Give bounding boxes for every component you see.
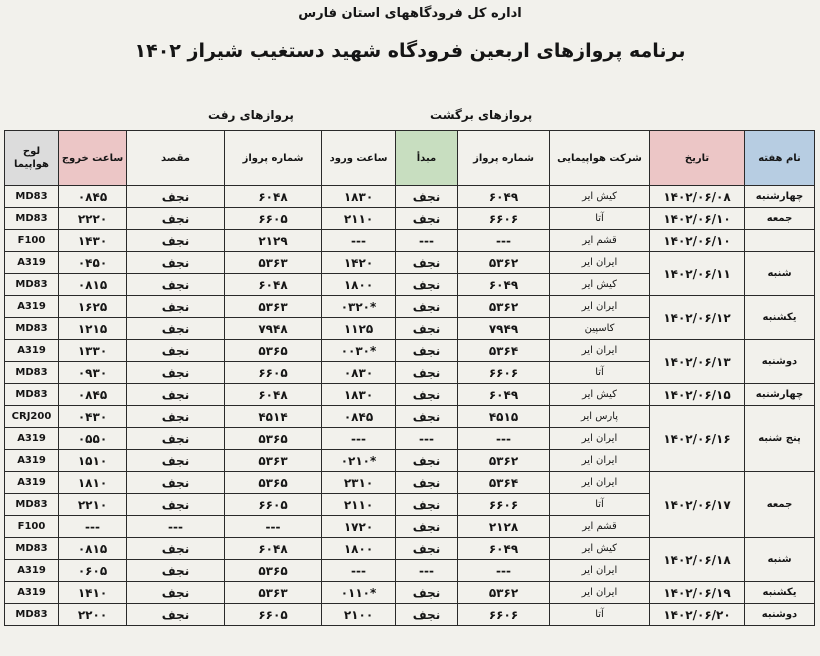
table-row: [5, 384, 815, 406]
destination-cell: نجف: [127, 604, 225, 626]
airline-cell: آتا: [550, 604, 650, 626]
departure-flight-number-cell: ۵۳۶۵: [225, 428, 322, 450]
arrival-time-cell: ---: [322, 428, 396, 450]
arrival-time-cell: *۰۰۳۰: [322, 340, 396, 362]
departure-time-cell: ۰۸۱۵: [59, 274, 127, 296]
aircraft-cell: A319: [5, 252, 59, 274]
origin-cell: نجف: [396, 296, 458, 318]
destination-cell: نجف: [127, 318, 225, 340]
departure-time-cell: ۰۸۴۵: [59, 186, 127, 208]
return-flight-number-cell: ۶۶۰۶: [458, 208, 550, 230]
return-flight-number-cell: ---: [458, 560, 550, 582]
arrival-time-cell: *۰۲۱۰: [322, 450, 396, 472]
date-cell: ۱۴۰۲/۰۶/۲۰: [650, 604, 745, 626]
departure-time-cell: ۰۸۱۵: [59, 538, 127, 560]
destination-cell: نجف: [127, 472, 225, 494]
table-row: [5, 252, 815, 274]
departure-flight-number-cell: ۶۰۴۸: [225, 274, 322, 296]
col-arrival-time: ساعت ورود: [322, 131, 396, 186]
destination-cell: نجف: [127, 560, 225, 582]
aircraft-cell: A319: [5, 428, 59, 450]
departure-time-cell: ۰۴۵۰: [59, 252, 127, 274]
weekday-cell: یکشنبه: [745, 582, 815, 604]
destination-cell: نجف: [127, 494, 225, 516]
weekday-cell: چهارشنبه: [745, 384, 815, 406]
destination-cell: نجف: [127, 230, 225, 252]
departure-time-cell: ۱۲۱۵: [59, 318, 127, 340]
departure-flight-number-cell: ۴۵۱۴: [225, 406, 322, 428]
airline-cell: آتا: [550, 208, 650, 230]
return-flight-number-cell: ۴۵۱۵: [458, 406, 550, 428]
table-row: [5, 538, 815, 560]
departure-flight-number-cell: ۶۶۰۵: [225, 362, 322, 384]
weekday-cell: شنبه: [745, 538, 815, 582]
departure-time-cell: ۰۵۵۰: [59, 428, 127, 450]
aircraft-cell: CRJ200: [5, 406, 59, 428]
aircraft-cell: A319: [5, 296, 59, 318]
departure-flight-number-cell: ۵۳۶۳: [225, 450, 322, 472]
departure-time-cell: ۲۲۱۰: [59, 494, 127, 516]
arrival-time-cell: ۱۴۲۰: [322, 252, 396, 274]
origin-cell: نجف: [396, 406, 458, 428]
return-flight-number-cell: ۶۰۴۹: [458, 186, 550, 208]
destination-cell: نجف: [127, 428, 225, 450]
arrival-time-cell: ۲۱۱۰: [322, 208, 396, 230]
return-flight-number-cell: ۶۶۰۶: [458, 604, 550, 626]
airline-cell: کیش ایر: [550, 384, 650, 406]
date-cell: ۱۴۰۲/۰۶/۱۰: [650, 230, 745, 252]
departure-time-cell: ۰۶۰۵: [59, 560, 127, 582]
table-row: [5, 472, 815, 494]
return-flight-number-cell: ---: [458, 230, 550, 252]
origin-cell: ---: [396, 428, 458, 450]
departure-time-cell: ۱۳۳۰: [59, 340, 127, 362]
weekday-cell: چهارشنبه: [745, 186, 815, 208]
table-row: [5, 582, 815, 604]
date-cell: ۱۴۰۲/۰۶/۱۷: [650, 472, 745, 538]
return-flight-number-cell: ۵۳۶۲: [458, 582, 550, 604]
return-flight-number-cell: ۵۳۶۲: [458, 296, 550, 318]
col-departure-flight-number: شماره پرواز: [225, 131, 322, 186]
origin-cell: نجف: [396, 494, 458, 516]
destination-cell: نجف: [127, 252, 225, 274]
aircraft-cell: MD83: [5, 208, 59, 230]
airline-cell: ایران ایر: [550, 582, 650, 604]
return-flights-label: پروازهای برگشت: [430, 108, 533, 122]
return-flight-number-cell: ۵۳۶۴: [458, 472, 550, 494]
departure-time-cell: ۰۹۳۰: [59, 362, 127, 384]
date-cell: ۱۴۰۲/۰۶/۱۳: [650, 340, 745, 384]
aircraft-cell: MD83: [5, 274, 59, 296]
destination-cell: نجف: [127, 340, 225, 362]
origin-cell: نجف: [396, 186, 458, 208]
airline-cell: ایران ایر: [550, 296, 650, 318]
destination-cell: نجف: [127, 362, 225, 384]
date-cell: ۱۴۰۲/۰۶/۱۶: [650, 406, 745, 472]
airline-cell: ایران ایر: [550, 340, 650, 362]
return-flight-number-cell: ۲۱۲۸: [458, 516, 550, 538]
departure-time-cell: ۲۲۰۰: [59, 604, 127, 626]
arrival-time-cell: ۲۳۱۰: [322, 472, 396, 494]
col-departure-time: ساعت خروج: [59, 131, 127, 186]
origin-cell: نجف: [396, 450, 458, 472]
aircraft-cell: A319: [5, 560, 59, 582]
departure-flight-number-cell: ۵۳۶۵: [225, 560, 322, 582]
weekday-cell: [745, 230, 815, 252]
weekday-cell: جمعه: [745, 472, 815, 538]
origin-cell: نجف: [396, 384, 458, 406]
arrival-time-cell: ۰۸۳۰: [322, 362, 396, 384]
aircraft-cell: F100: [5, 230, 59, 252]
destination-cell: نجف: [127, 384, 225, 406]
return-flight-number-cell: ۶۰۴۹: [458, 274, 550, 296]
airline-cell: کیش ایر: [550, 274, 650, 296]
table-row: [5, 296, 815, 318]
departure-flight-number-cell: ۶۰۴۸: [225, 538, 322, 560]
arrival-time-cell: ۱۸۳۰: [322, 186, 396, 208]
arrival-time-cell: ---: [322, 560, 396, 582]
col-destination: مقصد: [127, 131, 225, 186]
table-row: [5, 604, 815, 626]
weekday-cell: جمعه: [745, 208, 815, 230]
departure-time-cell: ۱۴۳۰: [59, 230, 127, 252]
table-row: [5, 406, 815, 428]
airline-cell: آتا: [550, 494, 650, 516]
aircraft-cell: A319: [5, 472, 59, 494]
airline-cell: آتا: [550, 362, 650, 384]
return-flight-number-cell: ۵۳۶۲: [458, 450, 550, 472]
header-row: [5, 131, 815, 186]
return-flight-number-cell: ۶۶۰۶: [458, 362, 550, 384]
origin-cell: نجف: [396, 604, 458, 626]
departure-flight-number-cell: ۵۳۶۳: [225, 252, 322, 274]
table-row: [5, 340, 815, 362]
aircraft-cell: MD83: [5, 318, 59, 340]
arrival-time-cell: ۱۸۳۰: [322, 384, 396, 406]
departure-time-cell: ۰۸۴۵: [59, 384, 127, 406]
return-flight-number-cell: ۵۳۶۴: [458, 340, 550, 362]
aircraft-cell: MD83: [5, 538, 59, 560]
destination-cell: نجف: [127, 296, 225, 318]
airline-cell: قشم ایر: [550, 516, 650, 538]
aircraft-cell: MD83: [5, 494, 59, 516]
weekday-cell: دوشنبه: [745, 604, 815, 626]
departure-flights-label: پروازهای رفت: [208, 108, 294, 122]
departure-time-cell: ۱۸۱۰: [59, 472, 127, 494]
date-cell: ۱۴۰۲/۰۶/۱۱: [650, 252, 745, 296]
arrival-time-cell: *۰۱۱۰: [322, 582, 396, 604]
departure-flight-number-cell: ۵۳۶۳: [225, 582, 322, 604]
departure-flight-number-cell: ۶۰۴۸: [225, 186, 322, 208]
destination-cell: نجف: [127, 582, 225, 604]
origin-cell: نجف: [396, 472, 458, 494]
return-flight-number-cell: ۷۹۴۹: [458, 318, 550, 340]
destination-cell: نجف: [127, 406, 225, 428]
return-flight-number-cell: ۶۰۴۹: [458, 384, 550, 406]
arrival-time-cell: ۲۱۱۰: [322, 494, 396, 516]
destination-cell: نجف: [127, 186, 225, 208]
airline-cell: ایران ایر: [550, 560, 650, 582]
date-cell: ۱۴۰۲/۰۶/۱۵: [650, 384, 745, 406]
departure-flight-number-cell: ۵۳۶۳: [225, 296, 322, 318]
departure-flight-number-cell: ۲۱۲۹: [225, 230, 322, 252]
arrival-time-cell: ۱۸۰۰: [322, 274, 396, 296]
origin-cell: نجف: [396, 538, 458, 560]
airline-cell: کیش ایر: [550, 186, 650, 208]
origin-cell: نجف: [396, 582, 458, 604]
col-date: تاریخ: [650, 131, 745, 186]
arrival-time-cell: ۱۷۲۰: [322, 516, 396, 538]
table-row: [5, 208, 815, 230]
return-flight-number-cell: ---: [458, 428, 550, 450]
departure-time-cell: ۱۴۱۰: [59, 582, 127, 604]
origin-cell: نجف: [396, 208, 458, 230]
origin-cell: ---: [396, 230, 458, 252]
airline-cell: ایران ایر: [550, 472, 650, 494]
origin-cell: نجف: [396, 516, 458, 538]
schedule-body: [5, 186, 815, 626]
aircraft-cell: MD83: [5, 186, 59, 208]
airline-cell: کاسپین: [550, 318, 650, 340]
col-aircraft: لوح هواپیما: [5, 131, 59, 186]
destination-cell: نجف: [127, 450, 225, 472]
airline-cell: کیش ایر: [550, 538, 650, 560]
organization-title: اداره کل فرودگاههای استان فارس: [298, 6, 522, 21]
departure-time-cell: ---: [59, 516, 127, 538]
airline-cell: ایران ایر: [550, 450, 650, 472]
date-cell: ۱۴۰۲/۰۶/۱۹: [650, 582, 745, 604]
origin-cell: نجف: [396, 252, 458, 274]
col-origin: مبدأ: [396, 131, 458, 186]
departure-time-cell: ۱۵۱۰: [59, 450, 127, 472]
table-row: [5, 186, 815, 208]
weekday-cell: پنج شنبه: [745, 406, 815, 472]
departure-flight-number-cell: ---: [225, 516, 322, 538]
arrival-time-cell: ۱۱۲۵: [322, 318, 396, 340]
departure-time-cell: ۱۶۲۵: [59, 296, 127, 318]
destination-cell: نجف: [127, 538, 225, 560]
weekday-cell: یکشنبه: [745, 296, 815, 340]
aircraft-cell: A319: [5, 450, 59, 472]
arrival-time-cell: ۰۸۴۵: [322, 406, 396, 428]
destination-cell: نجف: [127, 274, 225, 296]
aircraft-cell: MD83: [5, 384, 59, 406]
departure-time-cell: ۰۴۳۰: [59, 406, 127, 428]
aircraft-cell: A319: [5, 582, 59, 604]
airline-cell: پارس ایر: [550, 406, 650, 428]
origin-cell: نجف: [396, 362, 458, 384]
departure-flight-number-cell: ۶۰۴۸: [225, 384, 322, 406]
departure-flight-number-cell: ۵۳۶۵: [225, 472, 322, 494]
weekday-cell: شنبه: [745, 252, 815, 296]
origin-cell: ---: [396, 560, 458, 582]
departure-time-cell: ۲۲۲۰: [59, 208, 127, 230]
aircraft-cell: MD83: [5, 362, 59, 384]
origin-cell: نجف: [396, 274, 458, 296]
aircraft-cell: A319: [5, 340, 59, 362]
airline-cell: ایران ایر: [550, 252, 650, 274]
return-flight-number-cell: ۵۳۶۲: [458, 252, 550, 274]
table-row: [5, 230, 815, 252]
destination-cell: نجف: [127, 208, 225, 230]
departure-flight-number-cell: ۵۳۶۵: [225, 340, 322, 362]
weekday-cell: دوشنبه: [745, 340, 815, 384]
departure-flight-number-cell: ۶۶۰۵: [225, 494, 322, 516]
date-cell: ۱۴۰۲/۰۶/۰۸: [650, 186, 745, 208]
origin-cell: نجف: [396, 318, 458, 340]
airline-cell: ایران ایر: [550, 428, 650, 450]
aircraft-cell: F100: [5, 516, 59, 538]
arrival-time-cell: ---: [322, 230, 396, 252]
origin-cell: نجف: [396, 340, 458, 362]
departure-flight-number-cell: ۶۶۰۵: [225, 208, 322, 230]
departure-flight-number-cell: ۶۶۰۵: [225, 604, 322, 626]
arrival-time-cell: *۰۳۲۰: [322, 296, 396, 318]
flight-schedule-table: [4, 130, 815, 626]
departure-flight-number-cell: ۷۹۴۸: [225, 318, 322, 340]
col-return-flight-number: شماره پرواز: [458, 131, 550, 186]
return-flight-number-cell: ۶۰۴۹: [458, 538, 550, 560]
col-weekday: نام هفته: [745, 131, 815, 186]
arrival-time-cell: ۱۸۰۰: [322, 538, 396, 560]
col-airline: شرکت هواپیمایی: [550, 131, 650, 186]
date-cell: ۱۴۰۲/۰۶/۱۰: [650, 208, 745, 230]
return-flight-number-cell: ۶۶۰۶: [458, 494, 550, 516]
document-title: برنامه پروازهای اربعین فرودگاه شهید دستغیب شیراز ۱۴۰۲: [134, 40, 686, 62]
aircraft-cell: MD83: [5, 604, 59, 626]
arrival-time-cell: ۲۱۰۰: [322, 604, 396, 626]
destination-cell: ---: [127, 516, 225, 538]
date-cell: ۱۴۰۲/۰۶/۱۸: [650, 538, 745, 582]
date-cell: ۱۴۰۲/۰۶/۱۲: [650, 296, 745, 340]
airline-cell: قشم ایر: [550, 230, 650, 252]
